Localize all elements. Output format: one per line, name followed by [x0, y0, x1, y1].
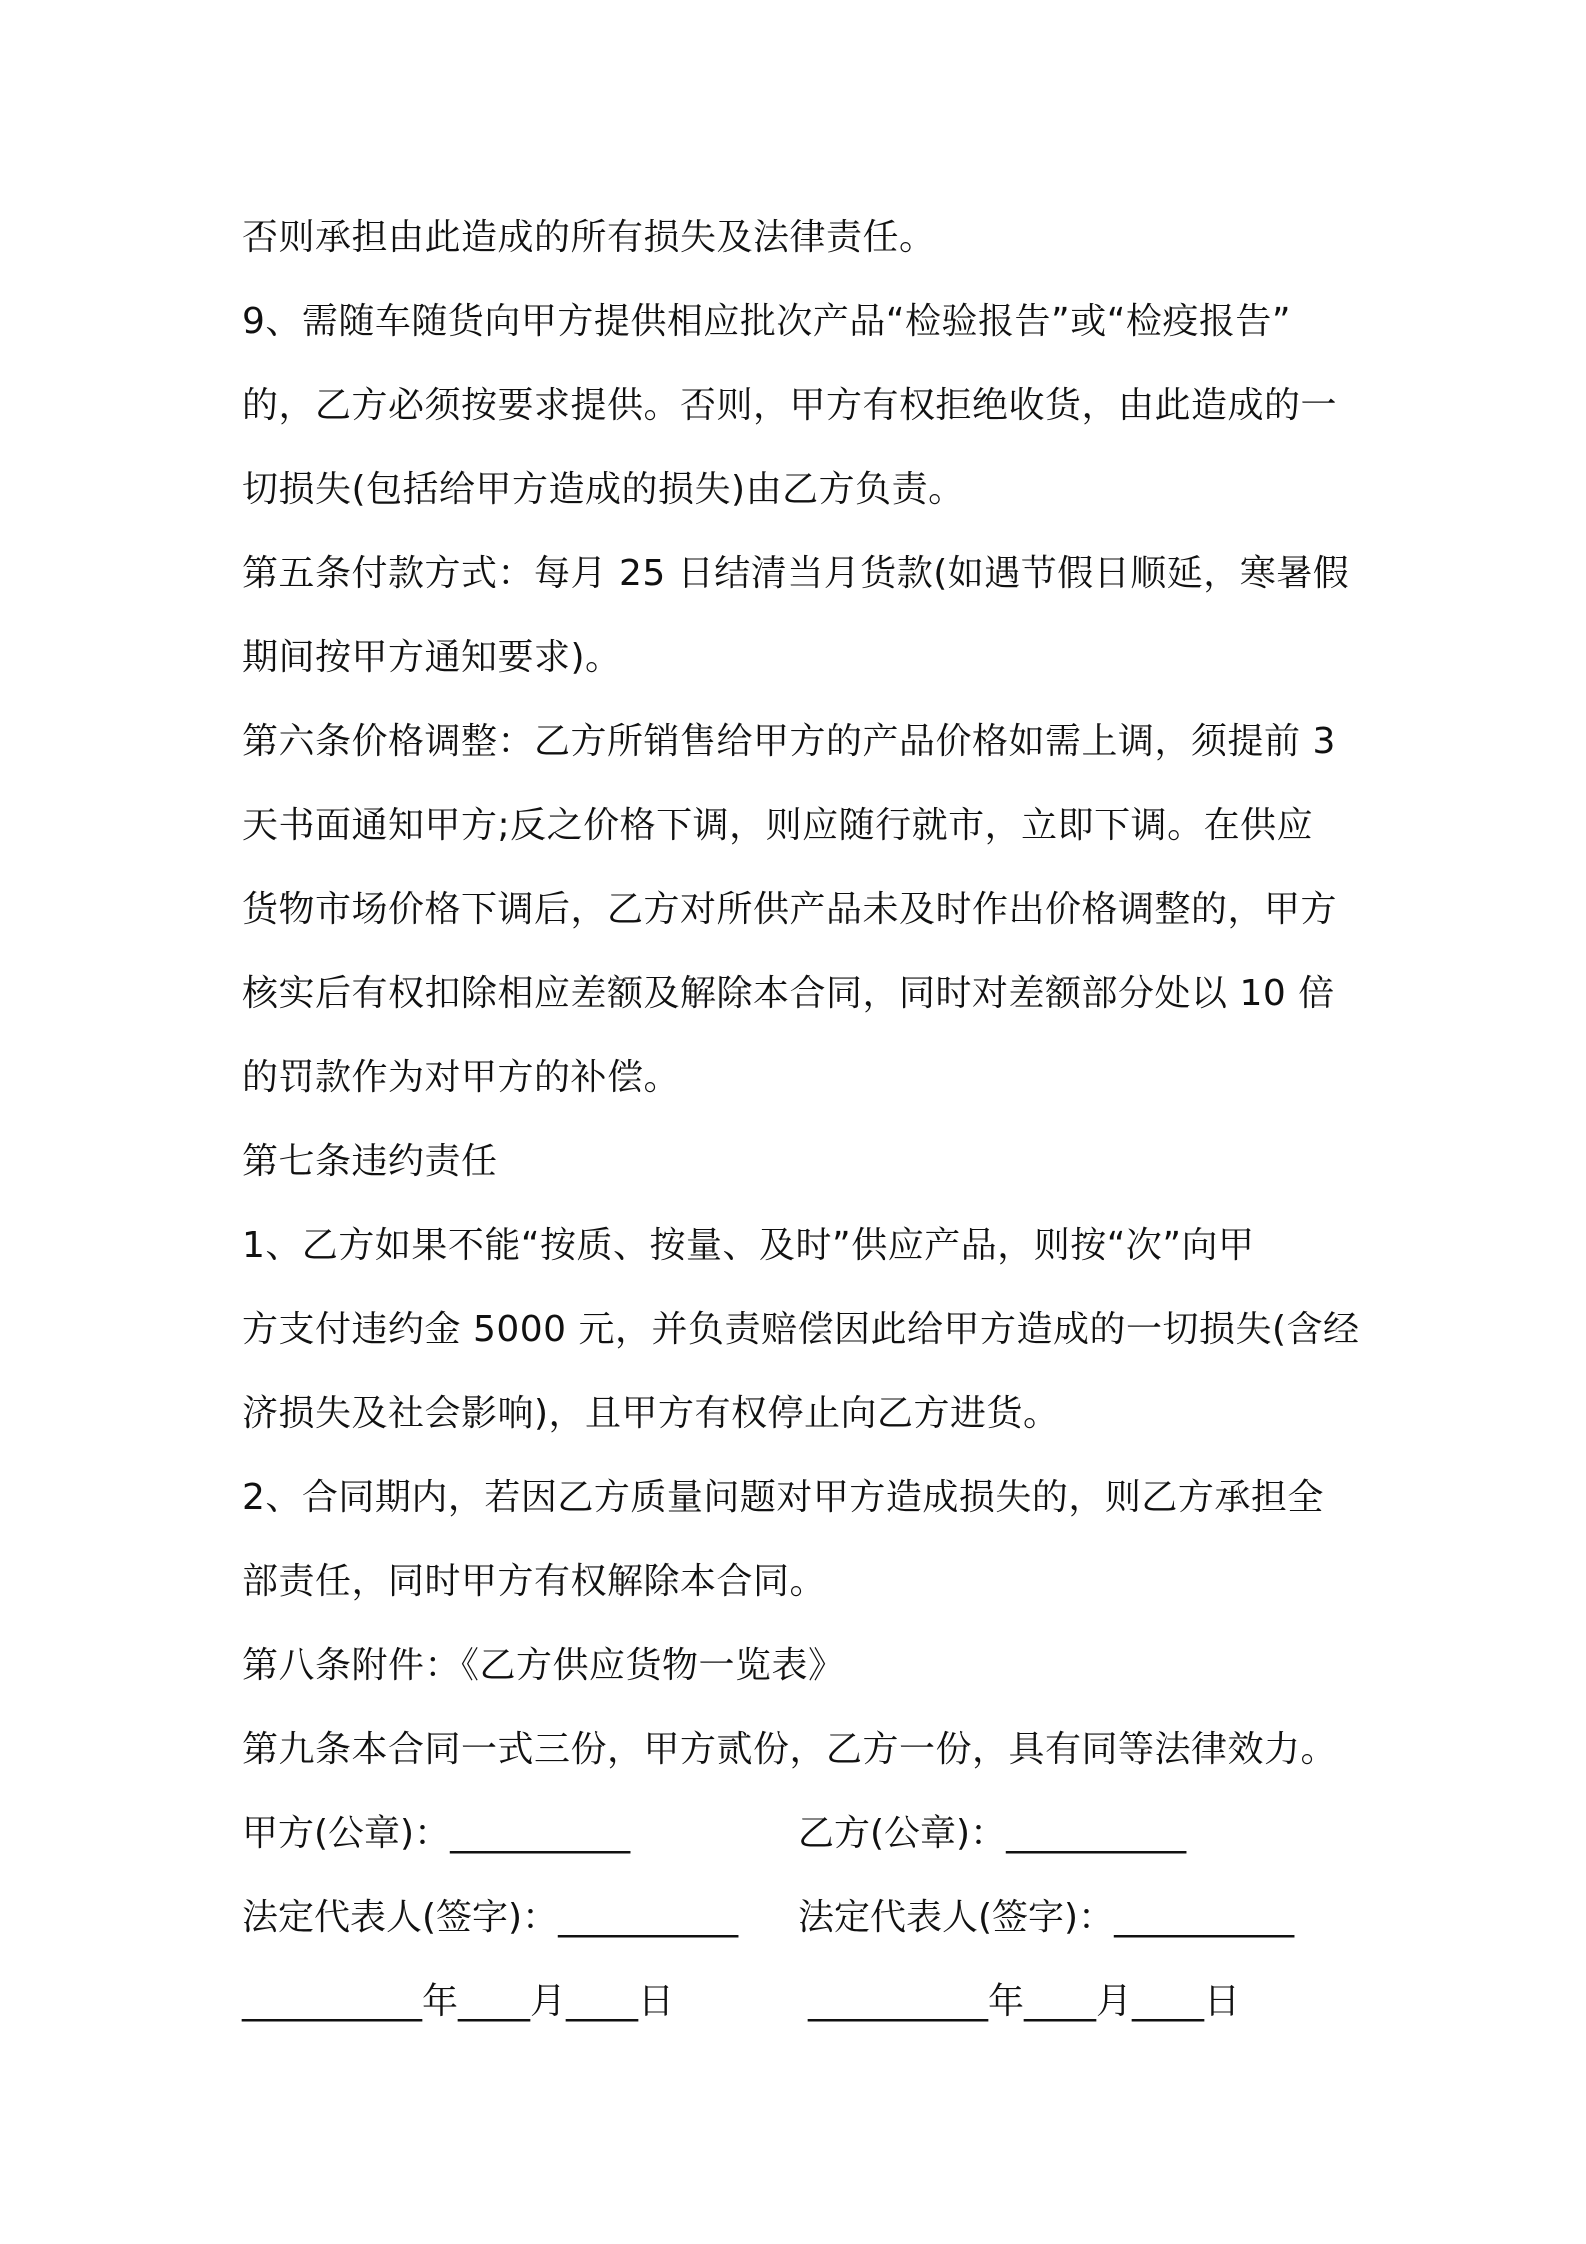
text-line: 天书面通知甲方;反之价格下调，则应随行就市，立即下调。在供应: [242, 805, 1314, 846]
signature-date-row: [242, 1960, 1372, 2044]
section-heading: 第七条违约责任: [242, 1141, 498, 1182]
text-line: 货物市场价格下调后，乙方对所供产品未及时作出价格调整的，甲方: [242, 889, 1338, 930]
text-line: 第八条附件：《乙方供应货物一览表》: [242, 1645, 845, 1686]
text-line: 的罚款作为对甲方的补偿。: [242, 1057, 681, 1098]
text-line: 核实后有权扣除相应差额及解除本合同，同时对差额部分处以 10 倍: [242, 973, 1335, 1014]
signature-representative-row: [242, 1876, 1372, 1960]
text-line: 部责任，同时甲方有权解除本合同。: [242, 1561, 827, 1602]
party-b-date-field: __________年____月____日: [808, 1981, 1240, 2022]
text-line: 第九条本合同一式三份，甲方贰份，乙方一份，具有同等法律效力。: [242, 1729, 1338, 1770]
party-a-seal-field: 甲方(公章)：__________: [242, 1813, 631, 1854]
text-line: 切损失(包括给甲方造成的损失)由乙方负责。: [242, 469, 965, 510]
text-line: 否则承担由此造成的所有损失及法律责任。: [242, 217, 936, 258]
text-line: 第五条付款方式：每月 25 日结清当月货款(如遇节假日顺延，寒暑假: [242, 553, 1350, 594]
document-body: [242, 196, 1372, 2044]
text-line: 2、合同期内，若因乙方质量问题对甲方造成损失的，则乙方承担全: [242, 1477, 1324, 1518]
signature-seal-row: [242, 1792, 1372, 1876]
text-line: 期间按甲方通知要求)。: [242, 637, 622, 678]
text-line: 的，乙方必须按要求提供。否则，甲方有权拒绝收货，由此造成的一: [242, 385, 1338, 426]
text-line: 第六条价格调整：乙方所销售给甲方的产品价格如需上调，须提前 3: [242, 721, 1336, 762]
text-line: 1、乙方如果不能“按质、按量、及时”供应产品，则按“次”向甲: [242, 1225, 1255, 1266]
party-a-representative-field: 法定代表人(签字)：__________: [242, 1897, 739, 1938]
party-a-date-field: __________年____月____日: [242, 1981, 674, 2022]
text-line: 方支付违约金 5000 元，并负责赔偿因此给甲方造成的一切损失(含经: [242, 1309, 1360, 1350]
text-line: 9、需随车随货向甲方提供相应批次产品“检验报告”或“检疫报告”: [242, 301, 1292, 342]
party-b-seal-field: 乙方(公章)：__________: [798, 1813, 1187, 1854]
party-b-representative-field: 法定代表人(签字)：__________: [798, 1897, 1295, 1938]
text-line: 济损失及社会影响)，且甲方有权停止向乙方进货。: [242, 1393, 1060, 1434]
